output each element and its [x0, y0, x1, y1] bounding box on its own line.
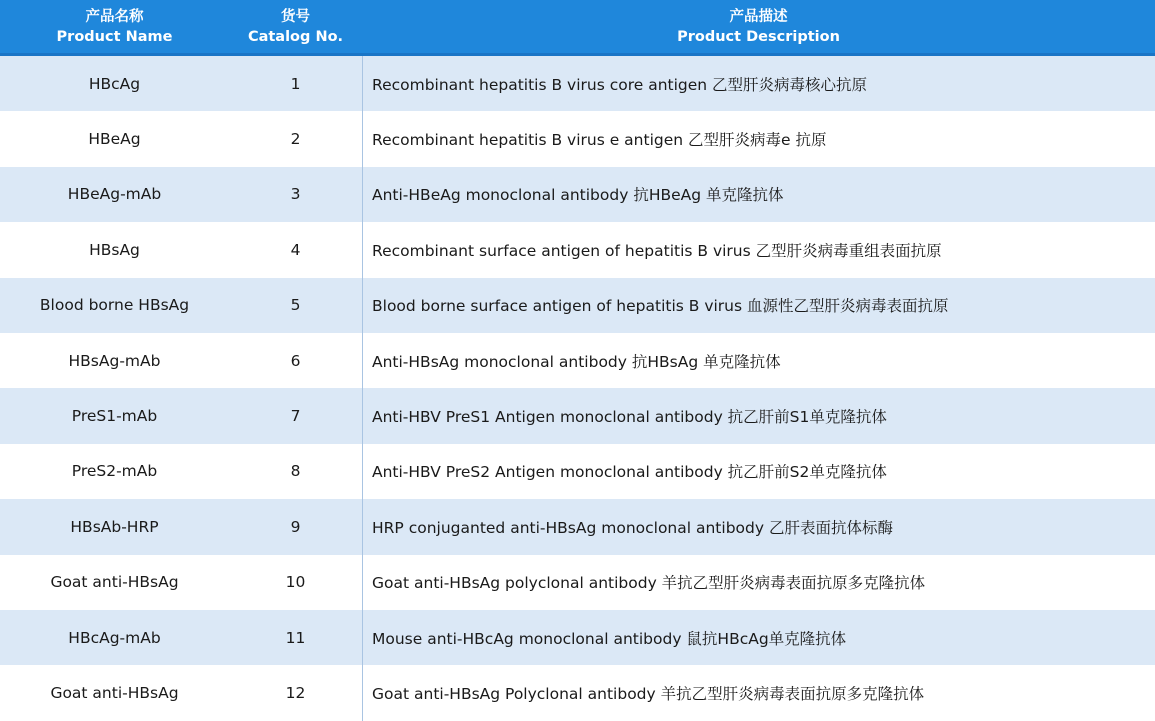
catalog-no-cell: 12 [285, 683, 306, 702]
catalog-no-cell: 7 [290, 407, 301, 426]
product-name-cell: HBeAg [88, 130, 141, 149]
table-row [0, 555, 1155, 610]
catalog-no-cell: 1 [290, 74, 301, 93]
table-row [0, 444, 1155, 499]
header-catalog-cn: 货号 [281, 8, 310, 25]
product-name-cell: Goat anti-HBsAg [50, 683, 179, 702]
header-catalog-en: Catalog No. [247, 28, 344, 45]
table-row [0, 167, 1155, 222]
product-name-cell: HBcAg-mAb [68, 628, 161, 647]
product-name-cell: Goat anti-HBsAg [50, 573, 179, 592]
product-name-cell: HBeAg-mAb [67, 185, 162, 204]
table-row [0, 111, 1155, 166]
catalog-no-cell: 9 [290, 517, 301, 536]
product-description-cell: HRP conjuganted anti-HBsAg monoclonal antibody 乙肝表面抗体标酶 [362, 499, 1155, 554]
table-header [0, 0, 1155, 56]
header-catalog-no [229, 0, 362, 53]
catalog-no-cell: 6 [290, 351, 301, 370]
catalog-no-cell: 11 [285, 628, 306, 647]
catalog-no-cell: 4 [290, 240, 301, 259]
product-description-cell: Anti-HBeAg monoclonal antibody 抗HBeAg 单克隆抗体 [362, 167, 1155, 222]
catalog-no-cell: 8 [290, 462, 301, 481]
table-row [0, 665, 1155, 720]
product-name-cell: HBsAg [89, 240, 140, 259]
product-name-cell: PreS1-mAb [71, 407, 158, 426]
product-description-cell: Anti-HBsAg monoclonal antibody 抗HBsAg 单克隆抗体 [362, 333, 1155, 388]
header-name-cn: 产品名称 [85, 8, 144, 25]
catalog-no-cell: 3 [290, 185, 301, 204]
catalog-no-cell: 2 [290, 130, 301, 149]
product-description-cell: Recombinant hepatitis B virus e antigen 乙型肝炎病毒e 抗原 [362, 111, 1155, 166]
table-row [0, 278, 1155, 333]
product-description-cell: Recombinant hepatitis B virus core antigen 乙型肝炎病毒核心抗原 [362, 56, 1155, 111]
product-description-cell: Goat anti-HBsAg polyclonal antibody 羊抗乙型肝炎病毒表面抗原多克隆抗体 [362, 555, 1155, 610]
product-description-cell: Anti-HBV PreS2 Antigen monoclonal antibody 抗乙肝前S2单克隆抗体 [362, 444, 1155, 499]
product-description-cell: Goat anti-HBsAg Polyclonal antibody 羊抗乙型肝炎病毒表面抗原多克隆抗体 [362, 665, 1155, 720]
product-description-cell: Recombinant surface antigen of hepatitis B virus 乙型肝炎病毒重组表面抗原 [362, 222, 1155, 277]
product-name-cell: PreS2-mAb [71, 462, 158, 481]
table-row [0, 333, 1155, 388]
header-product-name [0, 0, 229, 53]
product-name-cell: HBsAg-mAb [68, 351, 161, 370]
product-name-cell: Blood borne HBsAg [39, 296, 190, 315]
header-desc-en: Product Description [677, 28, 840, 45]
table-row [0, 222, 1155, 277]
table-row [0, 610, 1155, 665]
product-name-cell: HBcAg [88, 74, 141, 93]
table-row [0, 388, 1155, 443]
product-description-cell: Mouse anti-HBcAg monoclonal antibody 鼠抗HBcAg单克隆抗体 [362, 610, 1155, 665]
catalog-no-cell: 10 [285, 573, 306, 592]
catalog-no-cell: 5 [290, 296, 301, 315]
product-name-cell: HBsAb-HRP [70, 517, 159, 536]
product-description-cell: Blood borne surface antigen of hepatitis B virus 血源性乙型肝炎病毒表面抗原 [362, 278, 1155, 333]
product-description-cell: Anti-HBV PreS1 Antigen monoclonal antibody 抗乙肝前S1单克隆抗体 [362, 388, 1155, 443]
header-product-description [362, 0, 1155, 53]
table-body [0, 56, 1155, 721]
table-row [0, 56, 1155, 111]
header-desc-cn: 产品描述 [729, 8, 788, 25]
header-name-en: Product Name [56, 28, 173, 45]
table-row [0, 499, 1155, 554]
